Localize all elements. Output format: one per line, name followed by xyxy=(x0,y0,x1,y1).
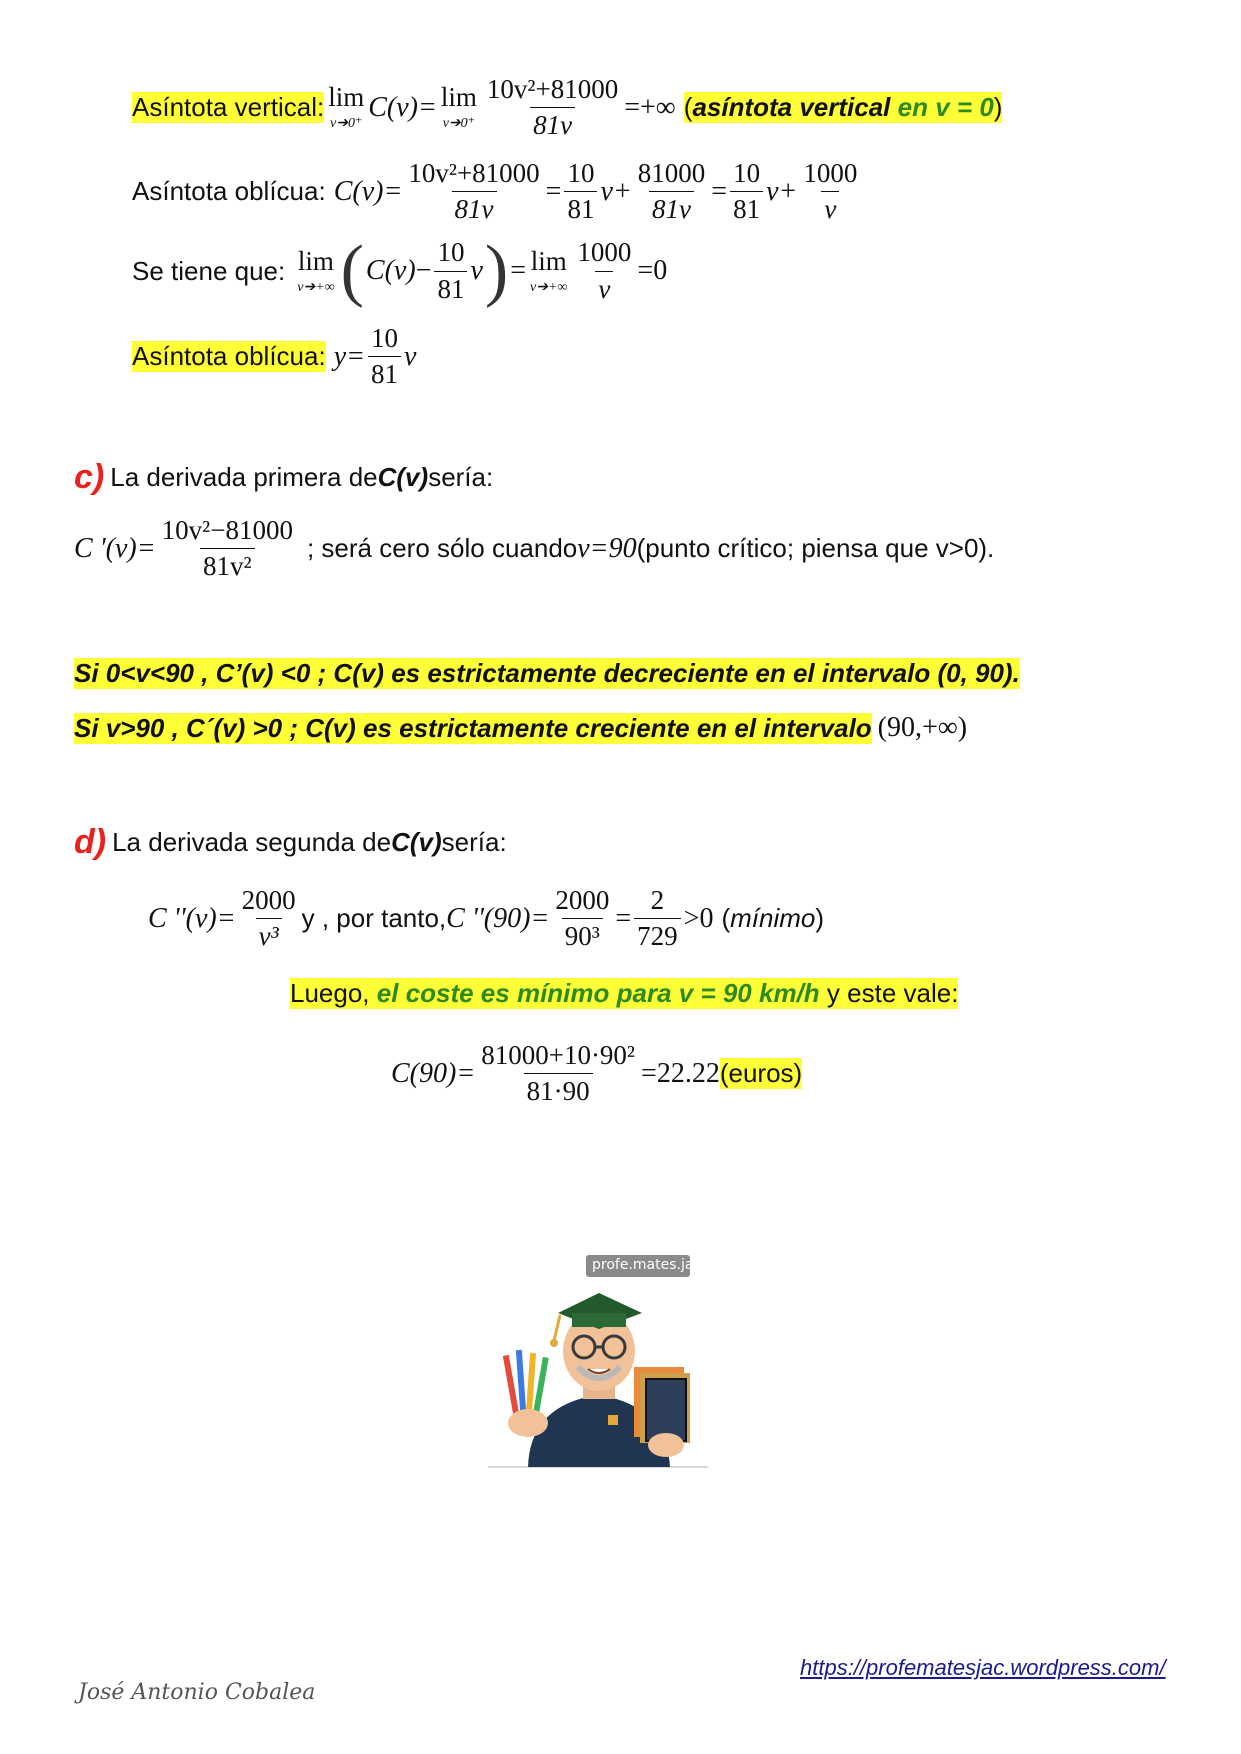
increasing-row xyxy=(74,712,967,744)
y-equals: y= xyxy=(333,340,366,372)
fraction: $\frac{81000}{81v}$ xyxy=(637,158,706,225)
section-c-heading xyxy=(74,458,493,497)
limit-operator: lim v➔+∞ xyxy=(530,245,568,295)
section-c-label: c) xyxy=(74,458,105,496)
fraction: $\frac{\text{10v²−81000}}{\text{81v²}}$ xyxy=(161,515,293,582)
signature-row xyxy=(78,1680,315,1705)
teacher-avatar xyxy=(488,1255,708,1470)
second-derivative-at-90: C ''(90)= xyxy=(446,902,550,934)
minimo-note: (mínimo) xyxy=(721,903,825,934)
fraction: $\frac{\text{10v²+81000}}{81v}$ xyxy=(408,158,540,225)
final-value: =22.22 xyxy=(641,1057,720,1089)
vertical-asymptote-label: Asíntota vertical: xyxy=(132,92,325,123)
section-d-intro: La derivada segunda de xyxy=(112,827,392,857)
conclusion-row xyxy=(290,978,958,1009)
equals: = xyxy=(545,175,562,207)
limit-operator: lim v➔0⁺ xyxy=(440,82,477,132)
decreasing-statement: Si 0<v<90 , C’(v) <0 ; C(v) es estrictamente decreciente en el intervalo (0, 90). xyxy=(74,658,1020,688)
greater-than-zero: >0 xyxy=(683,902,714,934)
final-lhs: C(90)= xyxy=(391,1057,476,1089)
increasing-interval: (90,+∞) xyxy=(877,712,968,743)
section-d-label: d) xyxy=(74,823,107,861)
final-unit: (euros) xyxy=(719,1058,803,1089)
author-signature: José Antonio Cobalea xyxy=(78,1680,316,1705)
conclusion-text: Luego, el coste es mínimo para v = 90 km/h y este vale: xyxy=(290,978,959,1008)
avatar-tag: profe.mates.jac xyxy=(592,1257,702,1273)
fraction: $\frac{2000}{\text{v³}}$ xyxy=(241,885,296,952)
second-derivative-row xyxy=(148,885,824,952)
c-of-v: C(v) xyxy=(365,255,416,286)
second-derivative-lhs: C ''(v)= xyxy=(148,902,236,934)
fraction: $\frac{10}{81}$ xyxy=(434,237,467,304)
limit-difference-row xyxy=(132,232,668,309)
fraction: $\frac{1000}{v}$ xyxy=(577,237,632,304)
right-paren: ) xyxy=(484,232,509,309)
v-plus: v+ xyxy=(600,175,632,207)
oblique-label: Asíntota oblícua: xyxy=(132,176,326,207)
blog-link[interactable]: https://profematesjac.wordpress.com/ xyxy=(800,1655,1166,1680)
fraction: $\frac{\text{81000+10·90²}}{81\cdot 90}$ xyxy=(481,1040,636,1107)
left-paren: ( xyxy=(340,232,364,309)
minus: − xyxy=(415,255,432,286)
fraction: $\frac{10}{81}$ xyxy=(730,158,763,225)
vertical-asymptote-note: (asíntota vertical en v = 0) xyxy=(683,92,1003,123)
equals: = xyxy=(711,175,728,207)
fraction: $\frac{10}{81}$ xyxy=(564,158,597,225)
decreasing-row xyxy=(74,658,1020,689)
fraction: $\frac{10}{81}$ xyxy=(368,323,401,390)
critical-note: (punto crítico; piensa que v>0). xyxy=(636,533,995,564)
limit-operator: lim v➔+∞ xyxy=(297,245,335,295)
oblique-result-label: Asíntota oblícua: xyxy=(132,341,326,372)
se-tiene-label: Se tiene que: xyxy=(132,255,286,286)
function-name: C(v) xyxy=(377,462,429,492)
limit-operator: lim v➔0⁺ xyxy=(328,82,365,132)
limit-result: =+∞ xyxy=(624,91,676,123)
section-d-heading xyxy=(74,823,507,862)
fraction: $\frac{2}{729}$ xyxy=(634,885,681,952)
oblique-result-row xyxy=(132,323,416,390)
c-of-v: C(v)= xyxy=(368,91,437,123)
critical-point: v=90 xyxy=(577,532,637,564)
derivative-lhs: C '(v)= xyxy=(74,532,156,564)
zero-text: ; será cero sólo cuando xyxy=(306,533,578,564)
function-name: C(v) xyxy=(391,827,442,857)
first-derivative-row xyxy=(74,515,994,582)
v: v xyxy=(404,340,417,372)
section-d-intro-end: sería: xyxy=(441,827,507,857)
increasing-statement: Si v>90 , C´(v) >0 ; C(v) es estrictamente creciente en el intervalo xyxy=(74,712,872,743)
equals: = xyxy=(615,902,632,934)
fraction: $\frac{2000}{\text{90³}}$ xyxy=(555,885,610,952)
c-of-v: C(v)= xyxy=(333,175,403,207)
fraction: $\frac{1000}{v}$ xyxy=(803,158,858,225)
v-plus: v+ xyxy=(766,175,798,207)
oblique-decomposition-row xyxy=(132,158,863,225)
connector-text: y , por tanto, xyxy=(301,903,447,934)
fraction: $\frac{\text{10v²+81000}}{81v}$ xyxy=(486,74,619,141)
footer-link-row xyxy=(800,1655,1166,1681)
v: v xyxy=(470,255,483,286)
equals: = xyxy=(510,255,527,286)
section-c-intro: La derivada primera de xyxy=(110,462,378,492)
equals-zero: =0 xyxy=(637,255,668,286)
vertical-asymptote-row xyxy=(132,74,1002,141)
final-value-row xyxy=(391,1040,802,1107)
section-c-intro-end: sería: xyxy=(428,462,494,492)
